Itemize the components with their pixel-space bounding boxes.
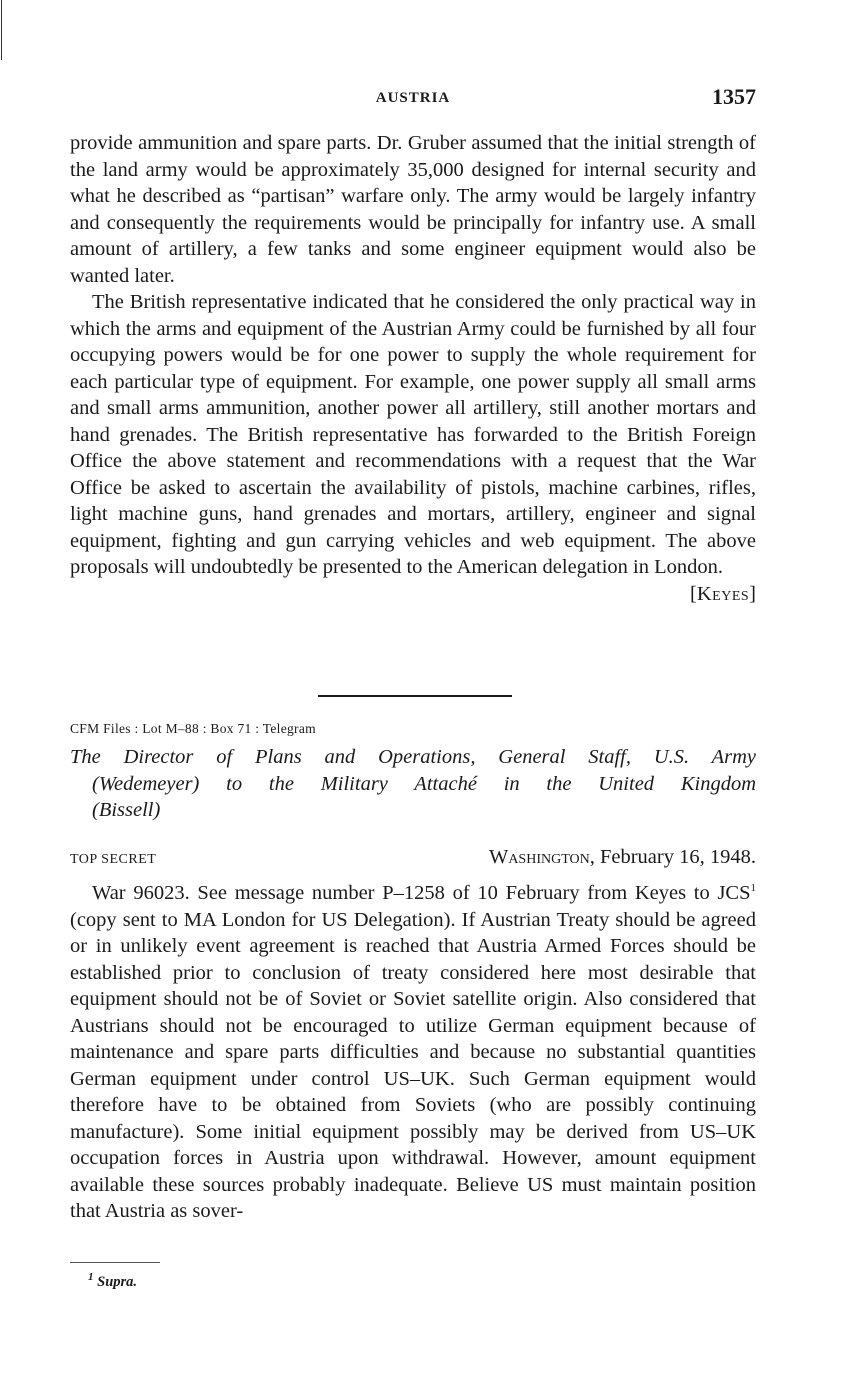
document-title-line: (Wedemeyer) to the Military Attaché in the United Kingdom bbox=[92, 772, 756, 795]
running-title: AUSTRIA bbox=[375, 90, 451, 106]
footnote-text: Supra. bbox=[97, 1274, 138, 1290]
continued-paragraph-1: provide ammunition and spare parts. Dr. Gruber assumed that the initial strength of the land army would be approximately 35,000 designed for internal security and what he described as “partisan” warfare only. The army would be largely infantry and consequently the requirements would be principally for infantry use. A small amount of artillery, a few tanks and some engineer equipment would also be wanted later. bbox=[70, 132, 756, 287]
dateline-date: , February 16, 1948. bbox=[589, 846, 756, 868]
source-citation: CFM Files : Lot M–88 : Box 71 : Telegram bbox=[70, 721, 316, 736]
document-title bbox=[70, 744, 756, 824]
footnote-rule bbox=[70, 1262, 160, 1263]
dateline bbox=[489, 846, 756, 869]
footnote-number: 1 bbox=[88, 1271, 94, 1284]
page-number: 1357 bbox=[712, 84, 756, 109]
signature-open-bracket: [ bbox=[690, 582, 697, 605]
telegram-text-part-2: (copy sent to MA London for US Delegation). If Austrian Treaty should be agreed or in unlikely event agreement is reached that Austria Armed Forces should be established prior to conclusion of treaty considered here most desirable that equipment should not be of Soviet or Soviet satellite origin. Also considered that Austrians should not be encouraged to utilize German equipment because of maintenance and spare parts difficulties and because no substantial quantities German equipment under control US–UK. Such German equipment would therefore have to be obtained from Soviets (who are possibly continuing manufacture). Some initial equipment possibly may be derived from US–UK occupation forces in Austria upon withdrawal. However, amount equipment available these sources probably inadequate. Believe US must maintain position that Austria as sover- bbox=[70, 908, 756, 1222]
signature bbox=[70, 581, 756, 608]
telegram-paragraph bbox=[70, 880, 756, 1225]
telegram-body bbox=[70, 880, 756, 1225]
telegram-text-part-1: War 96023. See message number P–1258 of 10 February from Keyes to JCS bbox=[92, 882, 751, 904]
signature-close-bracket: ] bbox=[749, 582, 756, 605]
continued-text bbox=[70, 130, 756, 607]
document-title-line: (Bissell) bbox=[92, 799, 161, 821]
page-edge-line bbox=[1, 0, 2, 60]
footnote bbox=[88, 1271, 138, 1291]
classification-label: TOP SECRET bbox=[70, 852, 157, 867]
footnote-reference: 1 bbox=[750, 882, 756, 895]
continued-paragraph-2: The British representative indicated that he considered the only practical way in which the arms and equipment of the Austrian Army could be furnished by all four occupying powers would be for one power to supply the whole requirement for each particular type of equipment. For example, one power supply all small arms and small arms ammunition, another power all artillery, still another mortars and hand grenades. The British representative has forwarded to the British Foreign Office the above statement and recommendations with a request that the War Office be asked to ascertain the availability of pistols, machine carbines, rifles, light machine guns, hand grenades and mortars, artillery, engineer and signal equipment, fighting and gun carrying vehicles and web equipment. The above proposals will undoubtedly be presented to the American delegation in London. bbox=[70, 291, 756, 578]
section-divider bbox=[318, 695, 512, 697]
dateline-place: Washington bbox=[488, 846, 590, 868]
running-head bbox=[70, 84, 756, 118]
signature-name: Keyes bbox=[696, 582, 750, 605]
document-title-line: The Director of Plans and Operations, General Staff, U.S. Army bbox=[70, 746, 756, 768]
